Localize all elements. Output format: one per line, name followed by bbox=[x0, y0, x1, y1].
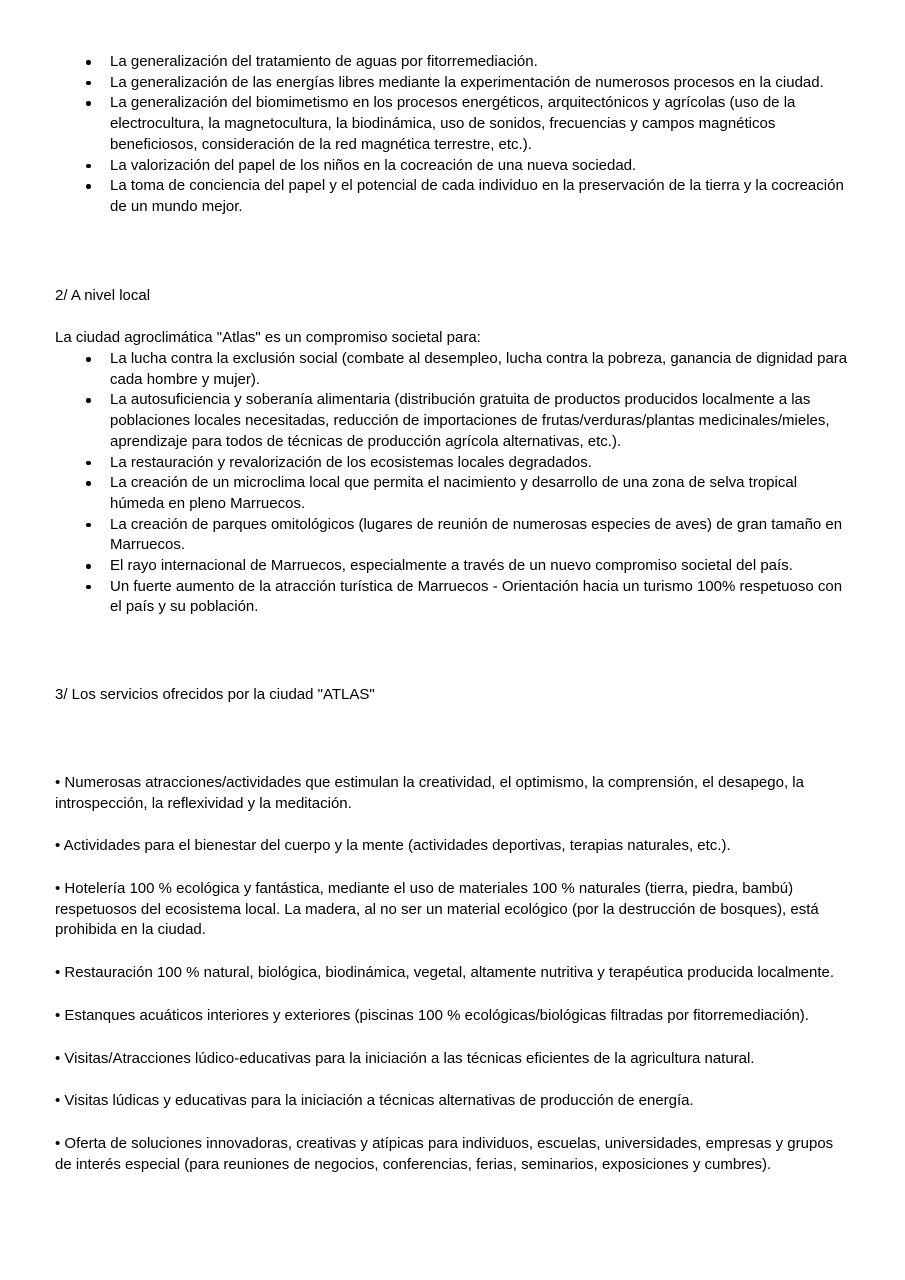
generalization-list-item: La generalización del tratamiento de aguas por fitorremediación. bbox=[110, 52, 848, 73]
service-paragraph: • Estanques acuáticos interiores y exteriores (piscinas 100 % ecológicas/biológicas filtradas por fitorremediación). bbox=[55, 1006, 809, 1024]
local-commitment-list-item: Un fuerte aumento de la atracción turística de Marruecos - Orientación hacia un turismo 100% respetuoso con el país y su población. bbox=[110, 577, 848, 618]
local-commitment-list-item: La lucha contra la exclusión social (combate al desempleo, lucha contra la pobreza, ganancia de dignidad para cada hombre y mujer). bbox=[110, 349, 848, 390]
service-paragraph: • Visitas/Atracciones lúdico-educativas para la iniciación a las técnicas eficientes de la agricultura natural. bbox=[55, 1049, 755, 1067]
services-paragraph-group bbox=[55, 773, 848, 1175]
service-paragraph: • Hotelería 100 % ecológica y fantástica, mediante el uso de materiales 100 % naturales (tierra, piedra, bambú) respetuosos del ecosistema local. La madera, al no ser un material ecológico (por la destrucción de bosques), está prohibida en la ciudad. bbox=[55, 879, 819, 939]
generalization-list-item: La generalización de las energías libres mediante la experimentación de numerosos procesos en la ciudad. bbox=[110, 73, 848, 94]
service-paragraph: • Restauración 100 % natural, biológica, biodinámica, vegetal, altamente nutritiva y terapéutica producida localmente. bbox=[55, 964, 835, 982]
service-paragraph: • Oferta de soluciones innovadoras, creativas y atípicas para individuos, escuelas, universidades, empresas y grupos de interés especial (para reuniones de negocios, conferencias, ferias, seminarios, exposiciones y cumbres). bbox=[55, 1134, 834, 1173]
generalization-list-item: La valorización del papel de los niños en la cocreación de una nueva sociedad. bbox=[110, 156, 848, 177]
local-commitments-bullet-list bbox=[55, 349, 848, 618]
generalization-list-item: La generalización del biomimetismo en los procesos energéticos, arquitectónicos y agrícolas (uso de la electrocultura, la magnetocultura, la biodinámica, uso de sonidos, frecuencias y campos magnéticos beneficiosos, consideración de la red magnética terrestre, etc.). bbox=[110, 93, 848, 155]
local-commitment-list-item: La restauración y revalorización de los ecosistemas locales degradados. bbox=[110, 453, 848, 474]
local-commitment-list-item: La creación de un microclima local que permita el nacimiento y desarrollo de una zona de selva tropical húmeda en pleno Marruecos. bbox=[110, 473, 848, 514]
local-commitment-list-item: La autosuficiencia y soberanía alimentaria (distribución gratuita de productos producidos localmente a las poblaciones locales necesitadas, reducción de importaciones de frutas/verduras/plantas medicinales/mieles, aprendizaje para todos de técnicas de producción agrícola alternativas, etc.). bbox=[110, 390, 848, 452]
service-paragraph: • Numerosas atracciones/actividades que estimulan la creatividad, el optimismo, la comprensión, el desapego, la introspección, la reflexividad y la meditación. bbox=[55, 773, 804, 812]
service-paragraph: • Visitas lúdicas y educativas para la iniciación a técnicas alternativas de producción de energía. bbox=[55, 1092, 694, 1110]
generalization-list-item: La toma de conciencia del papel y el potencial de cada individuo en la preservación de la tierra y la cocreación de un mundo mejor. bbox=[110, 176, 848, 217]
section-heading-services: 3/ Los servicios ofrecidos por la ciudad "ATLAS" bbox=[55, 686, 375, 704]
local-commitment-list-item: La creación de parques omitológicos (lugares de reunión de numerosas especies de aves) de gran tamaño en Marruecos. bbox=[110, 515, 848, 556]
service-paragraph: • Actividades para el bienestar del cuerpo y la mente (actividades deportivas, terapias naturales, etc.). bbox=[55, 837, 731, 855]
local-commitment-list-item: El rayo internacional de Marruecos, especialmente a través de un nuevo compromiso societal del país. bbox=[110, 556, 848, 577]
section-heading-local: 2/ A nivel local bbox=[55, 286, 151, 304]
local-intro-paragraph: La ciudad agroclimática "Atlas" es un compromiso societal para: bbox=[55, 329, 481, 347]
generalization-bullet-list bbox=[55, 52, 848, 218]
